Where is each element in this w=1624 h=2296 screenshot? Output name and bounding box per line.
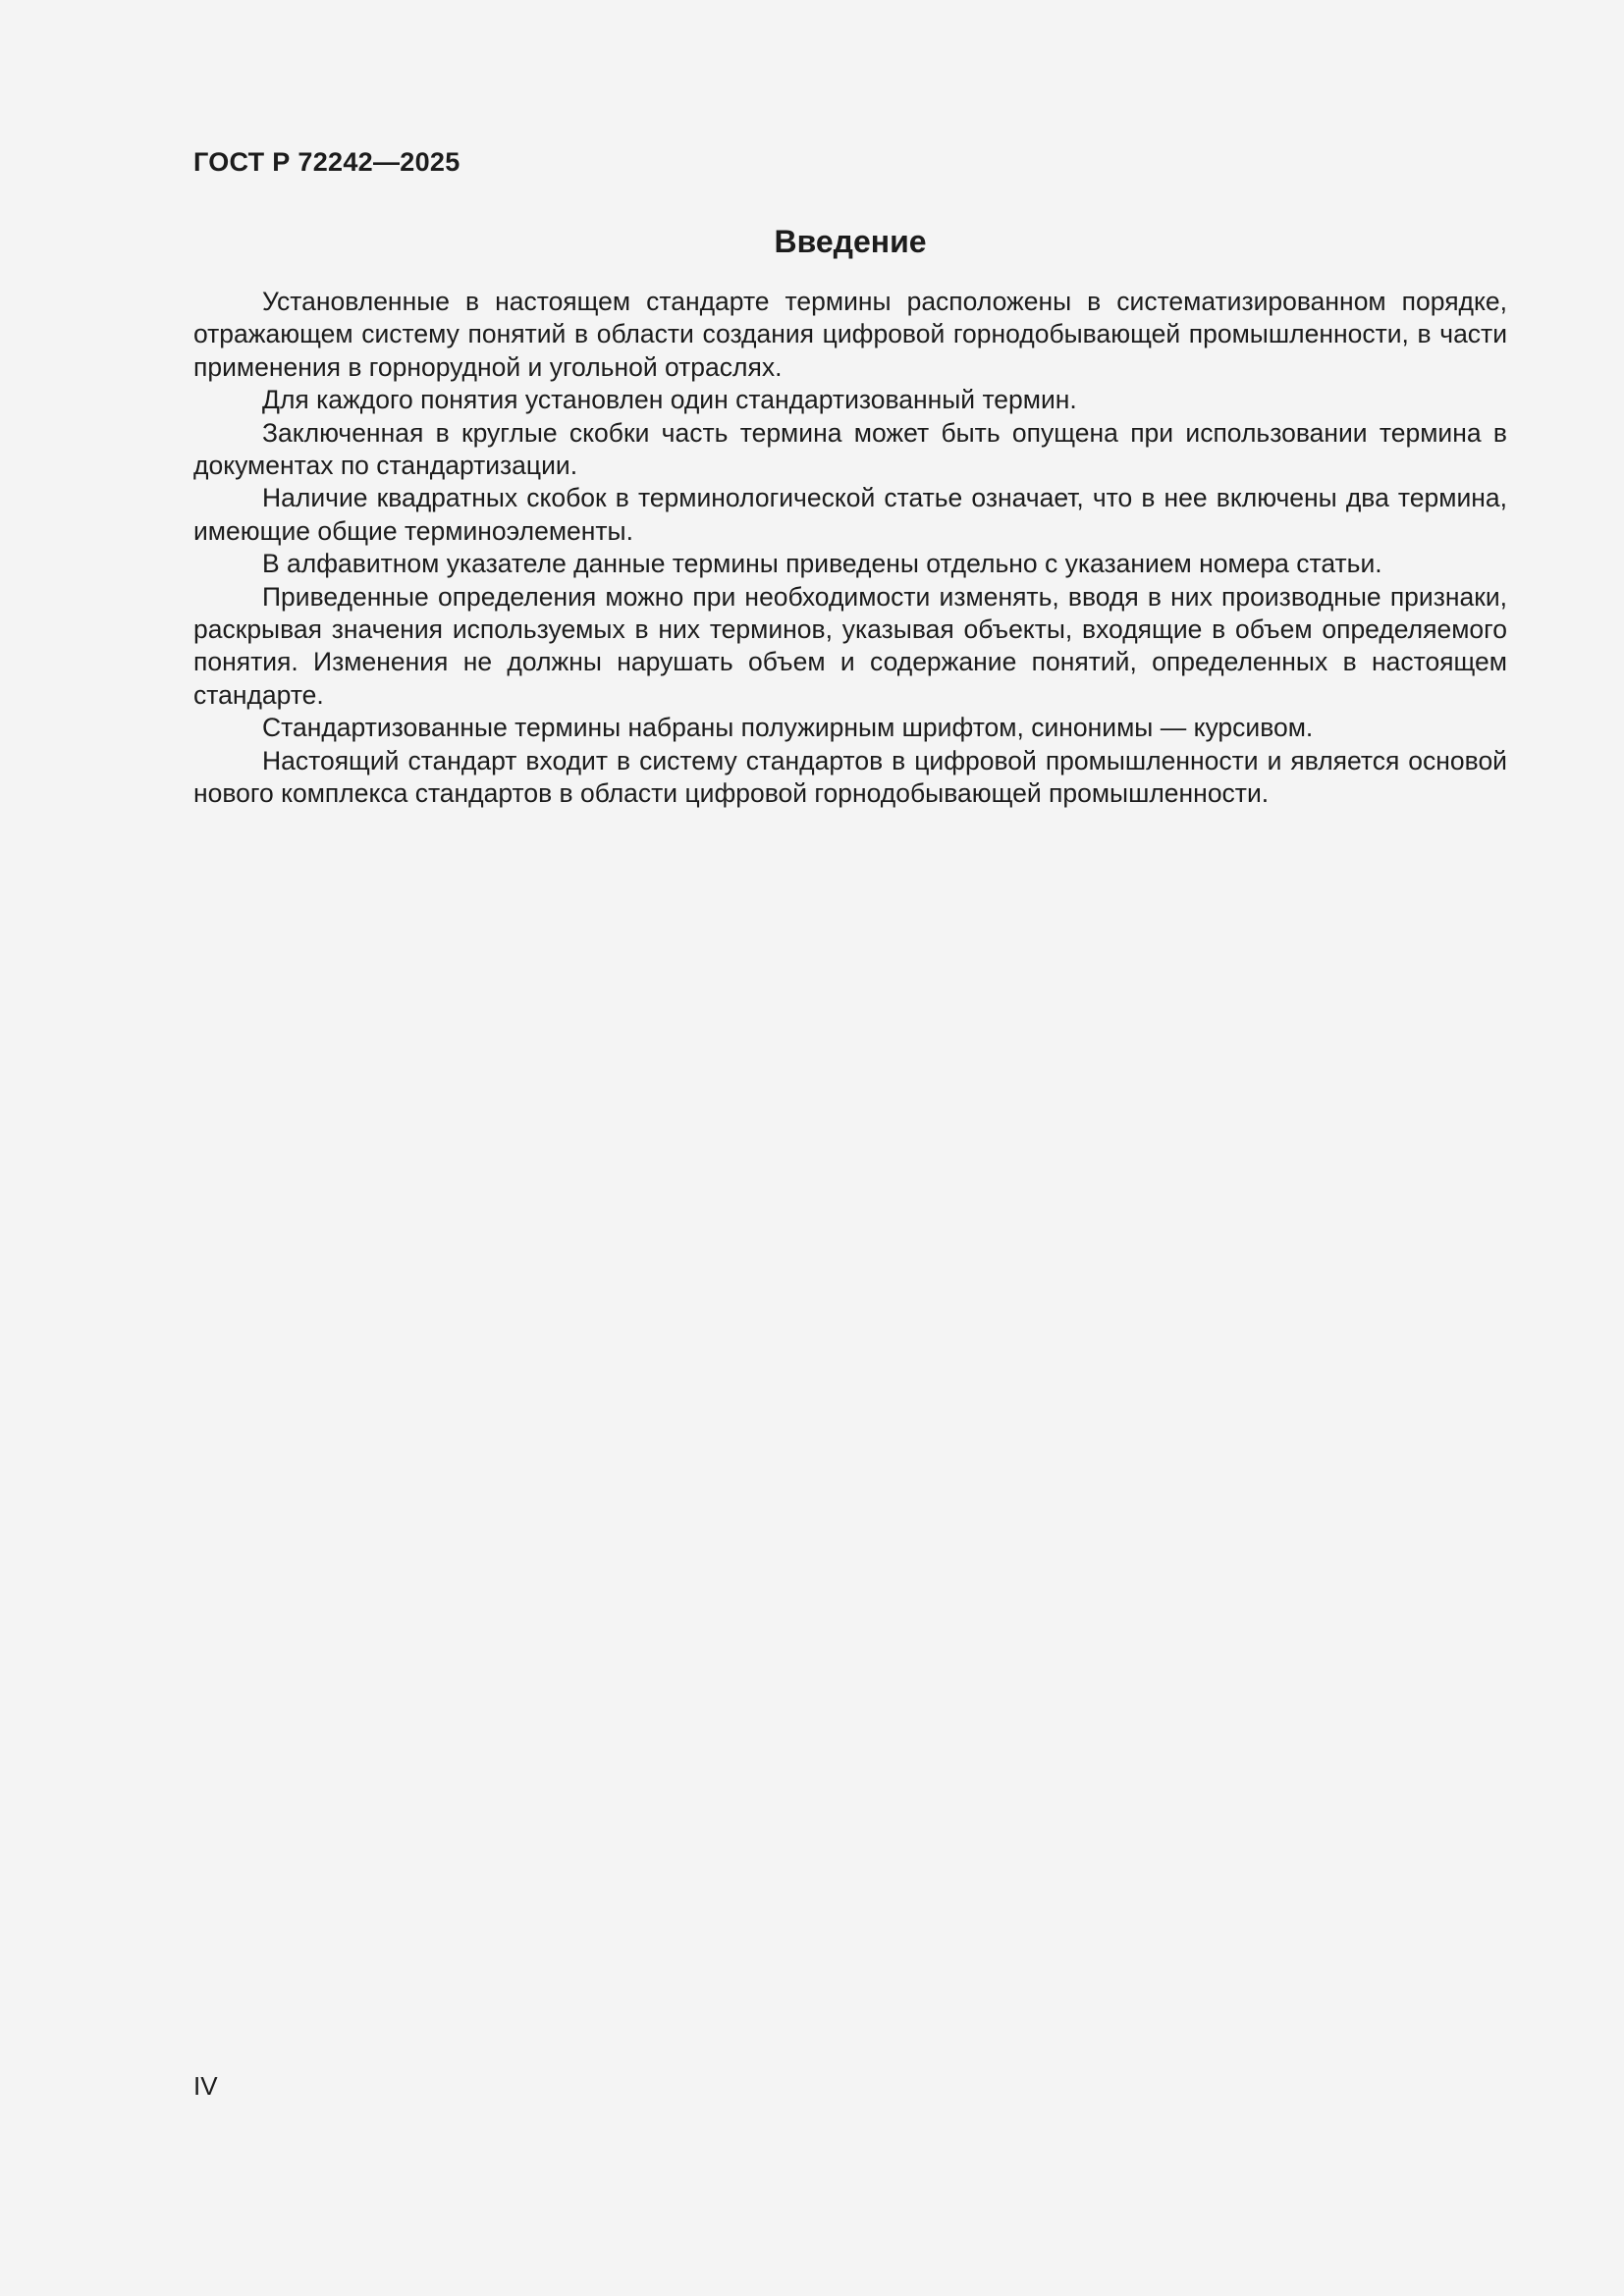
document-header: ГОСТ Р 72242—2025 [193,147,460,177]
section-title: Введение [774,224,927,259]
page-number: IV [193,2071,218,2101]
paragraph: Настоящий стандарт входит в систему стандартов в цифровой промышленности и является основой нового комплекса стандартов в области цифровой горнодобывающей промышленности. [193,745,1507,809]
paragraph: В алфавитном указателе данные термины приведены отдельно с указанием номера статьи. [262,549,1382,579]
paragraph: Для каждого понятия установлен один стандартизованный термин. [262,385,1077,415]
paragraph: Стандартизованные термины набраны полужирным шрифтом, синонимы — курсивом. [262,713,1314,743]
paragraph: Заключенная в круглые скобки часть термина может быть опущена при использовании термина в документах по стандартизации. [193,417,1507,481]
paragraph: Установленные в настоящем стандарте термины расположены в систематизированном порядке, отражающем систему понятий в области создания цифровой горнодобывающей промышленности, в части применения в горнорудной и угольной отраслях. [193,287,1507,382]
intro-body [193,286,1507,811]
paragraph: Приведенные определения можно при необходимости изменять, вводя в них производные признаки, раскрывая значения используемых в них терминов, указывая объекты, входящие в объем определяемого понятия. Изменения не должны нарушать объем и содержание понятий, определенных в настоящем стандарте. [193,581,1507,710]
paragraph: Наличие квадратных скобок в терминологической статье означает, что в нее включены два термина, имеющие общие терминоэлементы. [193,483,1507,546]
